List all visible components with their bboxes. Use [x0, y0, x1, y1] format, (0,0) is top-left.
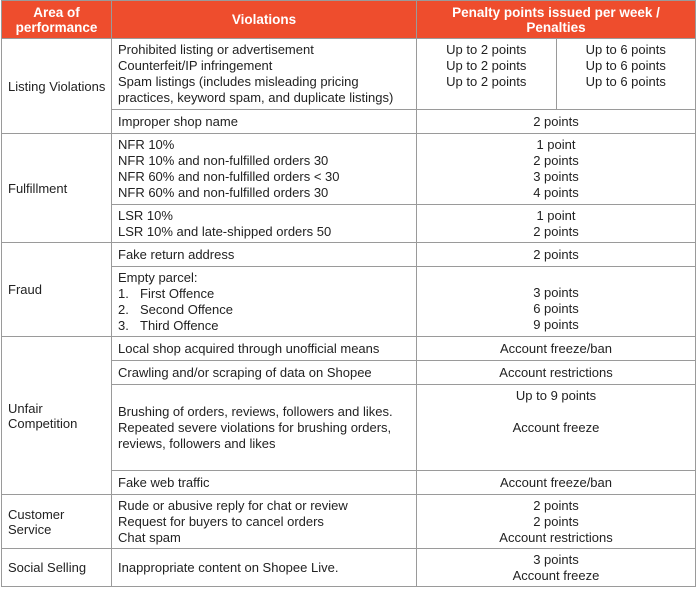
penalty-cell	[417, 205, 696, 243]
area-customer: Customer Service	[2, 495, 112, 549]
penalty-cell	[417, 495, 696, 549]
table-row	[2, 549, 696, 587]
penalty-text: Account restrictions	[417, 361, 696, 385]
penalty-text: Up to 2 points	[446, 74, 527, 89]
penalty-text: 2 points	[533, 497, 579, 513]
penalty-text: 4 points	[533, 185, 579, 200]
list-item: 2. Second Offence	[118, 301, 233, 317]
penalty-text: 1 point	[536, 137, 576, 152]
violation-cell	[112, 205, 417, 243]
violation-text: Brushing of orders, reviews, followers and likes.	[118, 403, 393, 419]
area-fraud: Fraud	[2, 243, 112, 337]
violation-text: Request for buyers to cancel orders	[118, 513, 324, 529]
penalty-text: Account freeze	[512, 567, 600, 583]
header-penalty: Penalty points issued per week / Penalties	[417, 1, 696, 39]
table-row	[2, 39, 696, 110]
penalty-text: 2 points	[533, 223, 579, 239]
penalty-text: Account freeze	[512, 420, 600, 435]
penalty-text: 2 points	[533, 153, 579, 168]
penalty-column-a	[417, 39, 557, 109]
area-fulfillment: Fulfillment	[2, 134, 112, 243]
violation-text: Counterfeit/IP infringement	[118, 58, 273, 73]
violation-text: Rude or abusive reply for chat or review	[118, 497, 348, 513]
violation-text: Local shop acquired through unofficial means	[112, 337, 417, 361]
penalty-text: Account freeze/ban	[417, 471, 696, 495]
penalty-text: 9 points	[533, 317, 579, 332]
penalty-text: Up to 6 points	[585, 74, 666, 89]
violation-text: NFR 10% and non-fulfilled orders 30	[118, 153, 329, 168]
penalty-text: 2 points	[417, 110, 696, 134]
penalty-text: Account freeze/ban	[417, 337, 696, 361]
penalty-text: 2 points	[533, 513, 579, 529]
violation-text: Repeated severe violations for brushing orders, reviews, followers and likes	[118, 419, 392, 451]
table-row	[2, 134, 696, 205]
list-item: 1. First Offence	[118, 285, 215, 301]
header-violations: Violations	[112, 1, 417, 39]
violation-cell	[112, 134, 417, 205]
penalty-text: 3 points	[533, 551, 579, 567]
header-area: Area of performance	[2, 1, 112, 39]
violation-cell	[112, 385, 417, 471]
table-row	[2, 495, 696, 549]
penalty-text: 3 points	[533, 285, 579, 300]
violation-text: Prohibited listing or advertisement	[118, 42, 314, 57]
penalty-text: Up to 9 points	[515, 388, 597, 403]
penalty-text: Up to 6 points	[585, 58, 666, 73]
penalty-text: Up to 2 points	[446, 58, 527, 73]
penalty-table	[1, 0, 696, 587]
penalty-text: 3 points	[533, 169, 579, 184]
penalty-cell	[417, 134, 696, 205]
list-item: 3. Third Offence	[118, 317, 219, 333]
violation-text: LSR 10% and late-shipped orders 50	[118, 223, 332, 239]
violation-text: Crawling and/or scraping of data on Shopee	[112, 361, 417, 385]
table-row	[2, 243, 696, 267]
penalty-cell	[417, 549, 696, 587]
penalty-cell	[417, 39, 696, 110]
violation-text: Empty parcel:	[118, 269, 198, 285]
violation-cell	[112, 39, 417, 110]
area-listing: Listing Violations	[2, 39, 112, 134]
penalty-text: Account restrictions	[499, 529, 613, 545]
violation-text: LSR 10%	[118, 207, 173, 223]
penalty-cell	[417, 267, 696, 337]
penalty-text: 2 points	[417, 243, 696, 267]
violation-text: NFR 60% and non-fulfilled orders < 30	[118, 169, 340, 184]
violation-text: Fake return address	[112, 243, 417, 267]
penalty-text: 1 point	[536, 207, 576, 223]
violation-text: Chat spam	[118, 529, 181, 545]
violation-text: NFR 60% and non-fulfilled orders 30	[118, 185, 329, 200]
table-row	[2, 337, 696, 361]
penalty-text: Up to 6 points	[585, 42, 666, 57]
violation-text: NFR 10%	[118, 137, 175, 152]
violation-cell	[112, 267, 417, 337]
penalty-text: Up to 2 points	[446, 42, 527, 57]
violation-text: Spam listings (includes misleading pricing practices, keyword spam, and duplicate listings)	[118, 74, 394, 105]
violation-text: Improper shop name	[112, 110, 417, 134]
header-row	[2, 1, 696, 39]
area-social: Social Selling	[2, 549, 112, 587]
penalty-text: 6 points	[533, 301, 579, 316]
penalty-cell	[417, 385, 696, 471]
penalty-column-b	[557, 39, 696, 109]
area-unfair: Unfair Competition	[2, 337, 112, 495]
violation-text: Inappropriate content on Shopee Live.	[112, 549, 417, 587]
violation-cell	[112, 495, 417, 549]
violation-text: Fake web traffic	[112, 471, 417, 495]
